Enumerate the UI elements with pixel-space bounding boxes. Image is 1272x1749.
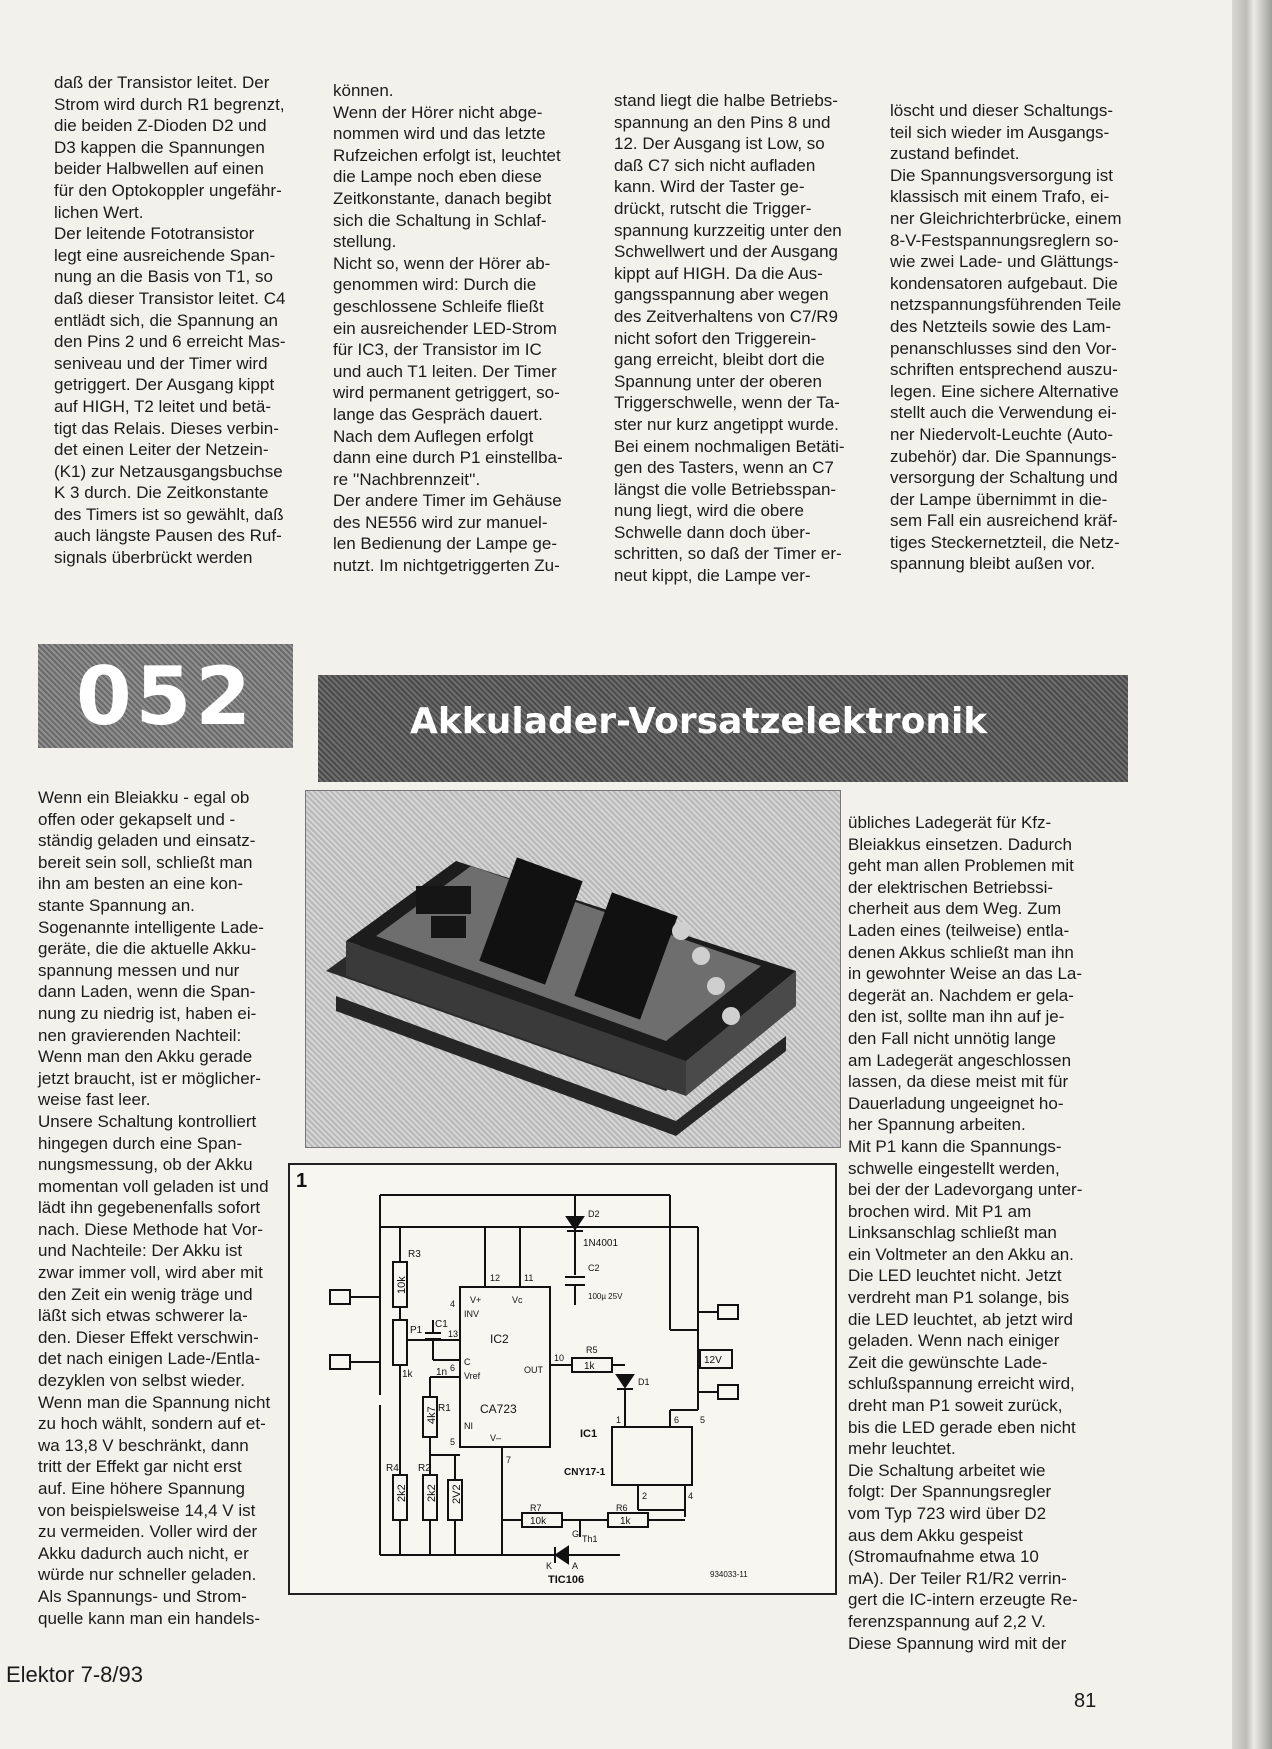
text-line: spannung bleibt außen vor. [890, 554, 1096, 574]
text-line: der elektrischen Betriebssi- [848, 877, 1054, 897]
r7-name: R7 [530, 1503, 542, 1513]
text-line: denen Akkus schließt man ihn [848, 942, 1074, 962]
text-column-top-3 [614, 90, 866, 587]
text-line: läßt sich etwas schwerer la- [38, 1306, 248, 1326]
ic2-type: CA723 [480, 1402, 517, 1416]
d2-name: D2 [588, 1209, 600, 1219]
text-line: Schwellwert und der Ausgang [614, 242, 838, 262]
text-line: auf. Eine höhere Spannung [38, 1479, 246, 1498]
text-line: brochen wird. Mit P1 am [848, 1201, 1032, 1221]
text-line: daß der Transistor leitet. Der [54, 73, 270, 92]
text-line: des Zeitverhaltens von C7/R9 [614, 306, 838, 326]
ic1-type: CNY17-1 [564, 1467, 606, 1478]
text-line: geschlossene Schleife fließt [333, 296, 544, 316]
r6-value: 1k [620, 1516, 631, 1527]
text-line: beider Halbwellen auf einen [54, 159, 264, 179]
section-number-box [38, 644, 293, 748]
text-line: Rufzeichen erfolgt ist, leuchtet [333, 145, 561, 165]
text-line: die LED leuchtet, ab jetzt wird [848, 1309, 1073, 1329]
th1-type: TIC106 [548, 1574, 585, 1586]
ic2-pin-c: C [464, 1357, 471, 1367]
text-line: det einen Leiter der Netzein- [54, 440, 269, 460]
text-line: lassen, da diese meist mit für [848, 1072, 1069, 1092]
text-line: Nicht so, wenn der Hörer ab- [333, 253, 551, 273]
text-line: zu hoch wählt, sondern auf et- [38, 1414, 266, 1434]
text-line: Wenn man den Akku gerade [38, 1047, 253, 1067]
text-line: Laden eines (teilweise) entla- [848, 920, 1070, 940]
text-line: Unsere Schaltung kontrolliert [38, 1111, 257, 1131]
section-title-banner [318, 675, 1128, 782]
text-line: wa 13,8 V beschränkt, dann [38, 1435, 249, 1455]
r7-value: 10k [530, 1516, 547, 1527]
text-line: Diese Spannung wird mit der [848, 1633, 1067, 1653]
text-line: Die Schaltung arbeitet wie [848, 1460, 1046, 1480]
text-line: ferenzspannung auf 2,2 V. [848, 1611, 1046, 1631]
text-line: dreht man P1 soweit zurück, [848, 1396, 1063, 1416]
text-line: daß dieser Transistor leitet. C4 [54, 288, 286, 308]
text-line: verdreht man P1 solange, bis [848, 1288, 1070, 1308]
text-line: jetzt braucht, ist er möglicher- [38, 1068, 261, 1088]
text-line: nungsmessung, ob der Akku [38, 1155, 253, 1175]
ic1-pin-1: 1 [616, 1415, 622, 1425]
text-line: netzspannungsführenden Teile [890, 295, 1122, 315]
text-line: mehr leuchtet. [848, 1439, 956, 1459]
text-line: ner Niedervolt-Leuchte (Auto- [890, 424, 1114, 444]
text-line: (K1) zur Netzausgangsbuchse [54, 461, 283, 481]
text-line: stante Spannung an. [38, 895, 195, 915]
r3-value: 10k [396, 1276, 408, 1294]
text-line: Wenn ein Bleiakku - egal ob [38, 788, 250, 807]
text-line: ner Gleichrichterbrücke, einem [890, 208, 1122, 228]
text-line: re ''Nachbrennzeit''. [333, 469, 481, 489]
text-line: würde nur schneller geladen. [38, 1565, 257, 1585]
text-line: geräte, die die aktuelle Akku- [38, 939, 257, 959]
text-line: Schwelle dann doch über- [614, 522, 811, 542]
r1-name: R1 [438, 1403, 451, 1414]
text-line: den ist, sollte man ihn auf je- [848, 1007, 1065, 1027]
ic2-pin-vref: Vref [464, 1371, 481, 1381]
text-line: quelle kann man ein handels- [38, 1608, 261, 1628]
text-line: gangsspannung aber wegen [614, 285, 829, 305]
text-line: bereit sein soll, schließt man [38, 852, 253, 872]
battery-label: 12V [704, 1355, 722, 1366]
text-line: det nach einigen Lade-/Entla- [38, 1349, 261, 1369]
r3-name: R3 [408, 1249, 421, 1260]
r1-value: 4k7 [426, 1406, 438, 1424]
text-line: genommen wird: Durch die [333, 275, 537, 295]
text-line: 8-V-Festspannungsreglern so- [890, 230, 1119, 250]
c2-value: 100µ 25V [588, 1292, 623, 1301]
text-line: kann. Wird der Taster ge- [614, 177, 805, 197]
text-column-bottom-1 [38, 787, 290, 1629]
text-line: Wenn der Hörer nicht abge- [333, 102, 543, 122]
text-line: geladen. Wenn nach einiger [848, 1331, 1060, 1351]
ic1-pin-2: 2 [642, 1491, 648, 1501]
text-line: nutzt. Im nichtgetriggerten Zu- [333, 556, 560, 576]
journal-footer: Elektor 7-8/93 [6, 1662, 143, 1687]
text-column-bottom-2 [848, 812, 1112, 1654]
text-line: kondensatoren aufgebaut. Die [890, 273, 1118, 293]
c2-name: C2 [588, 1263, 600, 1273]
text-line: den. Dieser Effekt verschwin- [38, 1327, 259, 1347]
ic2-pin-out: OUT [524, 1365, 543, 1375]
text-line: des NE556 wird zur manuel- [333, 512, 548, 532]
ic1-name: IC1 [580, 1428, 598, 1440]
section-number: 052 [76, 649, 255, 743]
text-line: signals überbrückt werden [54, 548, 253, 568]
ic2-pin-10: 10 [554, 1353, 565, 1363]
text-line: können. [333, 81, 394, 100]
text-line: Der andere Timer im Gehäuse [333, 491, 562, 511]
text-line: und auch T1 leiten. Der Timer [333, 361, 557, 381]
text-line: bei der der Ladevorgang unter- [848, 1180, 1083, 1200]
text-line: Als Spannungs- und Strom- [38, 1586, 247, 1606]
text-line: zu vermeiden. Voller wird der [38, 1522, 258, 1542]
text-line: gen des Tasters, wenn an C7 [614, 458, 834, 478]
d3-value: 2V2 [451, 1484, 463, 1504]
text-line: übliches Ladegerät für Kfz- [848, 813, 1052, 832]
device-photo [305, 790, 841, 1148]
p1-name: P1 [410, 1325, 423, 1336]
text-line: lädt ihn gegebenenfalls sofort [38, 1198, 261, 1218]
text-line: löscht und dieser Schaltungs- [890, 101, 1114, 120]
text-line: des Timers ist so gewählt, daß [54, 504, 284, 524]
text-line: geht man allen Problemen mit [848, 856, 1074, 876]
text-line: nen gravierenden Nachteil: [38, 1025, 242, 1045]
text-line: ein Voltmeter an den Akku an. [848, 1244, 1074, 1264]
c1-name: C1 [435, 1319, 448, 1330]
text-line: Bei einem nochmaligen Betäti- [614, 436, 845, 456]
text-line: Die LED leuchtet nicht. Jetzt [848, 1266, 1062, 1286]
ic2-pin-5: 5 [450, 1437, 456, 1447]
ic1-pin-4: 4 [688, 1491, 694, 1501]
text-line: Mit P1 kann die Spannungs- [848, 1136, 1062, 1156]
text-line: dann eine durch P1 einstellba- [333, 448, 563, 468]
text-line: für den Optokoppler ungefähr- [54, 180, 282, 200]
text-line: klassisch mit einem Trafo, ei- [890, 187, 1110, 207]
ic2-pin-ni: NI [464, 1421, 473, 1431]
text-line: tritt der Effekt gar nicht erst [38, 1457, 242, 1477]
text-line: den Zeit ein wenig träge und [38, 1284, 253, 1304]
text-column-top-4 [890, 100, 1148, 575]
text-line: kippt auf HIGH. Da die Aus- [614, 263, 823, 283]
text-line: zwar immer voll, wird aber mit [38, 1263, 263, 1283]
text-line: den Pins 2 und 6 erreicht Mas- [54, 332, 286, 352]
ic1-pin-5: 5 [700, 1415, 706, 1425]
text-line: aus dem Akku gespeist [848, 1525, 1023, 1545]
page-edge [1232, 0, 1272, 1749]
text-line: legt eine ausreichende Span- [54, 245, 276, 265]
text-line: schriften entsprechend auszu- [890, 360, 1118, 380]
text-line: ihn am besten an eine kon- [38, 874, 244, 894]
text-line: dann Laden, wenn die Span- [38, 982, 256, 1002]
text-line: ein ausreichender LED-Strom [333, 318, 557, 338]
d2-value: 1N4001 [583, 1238, 619, 1249]
text-line: nach. Diese Methode hat Vor- [38, 1219, 263, 1239]
r2-name: R2 [418, 1463, 431, 1474]
text-line: Strom wird durch R1 begrenzt, [54, 94, 285, 114]
th1-a: A [572, 1561, 579, 1571]
ic2-pin-7: 7 [506, 1455, 512, 1465]
r5-name: R5 [586, 1345, 598, 1355]
ic1-pin-6: 6 [674, 1415, 680, 1425]
text-line: neut kippt, die Lampe ver- [614, 566, 811, 586]
r6-name: R6 [616, 1503, 628, 1513]
text-line: Bleiakkus einsetzen. Dadurch [848, 834, 1072, 854]
text-line: vom Typ 723 wird über D2 [848, 1504, 1047, 1523]
text-line: Akku dadurch auch nicht, er [38, 1543, 249, 1563]
text-line: mA). Der Teiler R1/R2 verrin- [848, 1568, 1067, 1588]
text-line: nicht sofort den Triggerein- [614, 328, 817, 348]
ic2-pin-vminus: V– [490, 1433, 502, 1443]
text-line: und Nachteile: Der Akku ist [38, 1241, 243, 1261]
text-line: stand liegt die halbe Betriebs- [614, 91, 838, 110]
ic2-pin-inv: INV [464, 1309, 480, 1319]
text-line: Zeitkonstante, danach begibt [333, 188, 552, 208]
text-line: nung an die Basis von T1, so [54, 267, 273, 287]
ic2-pin-4: 4 [450, 1299, 456, 1309]
text-line: Die Spannungsversorgung ist [890, 165, 1114, 185]
text-line: stellt auch die Verwendung ei- [890, 403, 1117, 423]
text-line: getriggert. Der Ausgang kippt [54, 375, 275, 395]
text-line: legen. Eine sichere Alternative [890, 381, 1119, 401]
text-line: entlädt sich, die Spannung an [54, 310, 279, 330]
r4-name: R4 [386, 1463, 399, 1474]
r2-value: 2k2 [426, 1484, 438, 1502]
text-line: bis die LED gerade eben nicht [848, 1417, 1076, 1437]
text-line: in gewohnter Weise an das La- [848, 964, 1083, 984]
ic2-pin-11: 11 [524, 1273, 534, 1283]
text-column-top-2 [333, 80, 581, 577]
text-line: sich die Schaltung in Schlaf- [333, 210, 547, 230]
text-line: daß C7 sich nicht aufladen [614, 155, 816, 175]
text-line: tigt das Relais. Dieses verbin- [54, 418, 279, 438]
text-line: Triggerschwelle, wenn der Ta- [614, 393, 840, 413]
text-line: schritten, so daß der Timer er- [614, 544, 842, 564]
text-line: die beiden Z-Dioden D2 und [54, 116, 267, 136]
text-line: Sogenannte intelligente Lade- [38, 917, 264, 937]
text-line: penanschlusses sind den Vor- [890, 338, 1117, 358]
page-number: 81 [1074, 1690, 1097, 1712]
text-line: folgt: Der Spannungsregler [848, 1482, 1052, 1502]
charger-photo-illustration [306, 791, 840, 1147]
text-line: nommen wird und das letzte [333, 124, 546, 144]
text-line: wie zwei Lade- und Glättungs- [890, 252, 1119, 272]
text-line: gang erreicht, bleibt dort die [614, 350, 825, 370]
text-line: weise fast leer. [38, 1090, 151, 1110]
circuit-diagram [288, 1163, 837, 1595]
text-line: nung liegt, wird die obere [614, 501, 804, 521]
figure-number: 1 [296, 1170, 308, 1192]
text-line: seniveau und der Timer wird [54, 353, 268, 373]
text-line: am Ladegerät angeschlossen [848, 1050, 1072, 1070]
text-line: K 3 durch. Die Zeitkonstante [54, 483, 269, 503]
text-line: offen oder gekapselt und - [38, 809, 236, 829]
text-line: die Lampe noch eben diese [333, 167, 542, 187]
text-line: Spannung unter der oberen [614, 371, 822, 391]
text-line: zustand befindet. [890, 144, 1020, 164]
ic2-pin-vplus: V+ [470, 1295, 482, 1305]
text-line: von beispielsweise 14,4 V ist [38, 1500, 256, 1520]
text-line: lange das Gespräch dauert. [333, 404, 543, 424]
ic2-pin-vc: Vc [512, 1295, 523, 1305]
text-line: hingegen durch eine Span- [38, 1133, 243, 1153]
text-line: cherheit aus dem Weg. Zum [848, 899, 1062, 919]
th1-name: Th1 [582, 1534, 598, 1544]
text-line: der Lampe übernimmt in die- [890, 489, 1108, 509]
ic2-pin-13: 13 [448, 1329, 459, 1339]
th1-gate: G [572, 1529, 580, 1539]
text-line: stellung. [333, 232, 397, 252]
text-line: spannung an den Pins 8 und [614, 112, 831, 132]
schematic-code: 934033-11 [710, 1570, 748, 1579]
text-line: auf HIGH, T2 leitet und betä- [54, 396, 272, 416]
text-line: teil sich wieder im Ausgangs- [890, 122, 1110, 142]
text-line: momentan voll geladen ist und [38, 1176, 269, 1196]
ic2-pin-6: 6 [450, 1363, 456, 1373]
ic2-name: IC2 [490, 1332, 509, 1346]
text-column-top-1 [54, 72, 306, 569]
schematic-drawing [290, 1165, 835, 1593]
text-line: her Spannung arbeiten. [848, 1115, 1026, 1135]
th1-k: K [546, 1561, 553, 1571]
text-line: spannung messen und nur [38, 960, 240, 980]
text-line: schlußspannung erreicht wird, [848, 1374, 1075, 1394]
text-line: Der leitende Fototransistor [54, 224, 255, 244]
text-line: Zeit die gewünschte Lade- [848, 1352, 1048, 1372]
text-line: auch längste Pausen des Ruf- [54, 526, 282, 546]
text-line: Nach dem Auflegen erfolgt [333, 426, 534, 446]
text-line: den Fall nicht unnötig lange [848, 1028, 1056, 1048]
p1-value: 1k [402, 1369, 413, 1380]
text-line: des Netzteils sowie des Lam- [890, 316, 1112, 336]
text-line: len Bedienung der Lampe ge- [333, 534, 557, 554]
text-line: 12. Der Ausgang ist Low, so [614, 134, 825, 154]
text-line: dezyklen von selbst wieder. [38, 1371, 245, 1391]
text-line: versorgung der Schaltung und [890, 468, 1118, 488]
text-line: sem Fall ein ausreichend kräf- [890, 511, 1118, 531]
text-line: lichen Wert. [54, 202, 144, 222]
text-line: tiges Steckernetzteil, die Netz- [890, 532, 1120, 552]
text-line: zubehör) dar. Die Spannungs- [890, 446, 1117, 466]
text-line: Linksanschlag schließt man [848, 1223, 1057, 1243]
c1-value: 1n [436, 1367, 448, 1378]
text-line: Dauerladung ungeeignet ho- [848, 1093, 1064, 1113]
text-line: nung zu niedrig ist, haben ei- [38, 1003, 257, 1023]
r5-value: 1k [584, 1361, 595, 1372]
text-line: wird permanent getriggert, so- [333, 383, 560, 403]
d1-name: D1 [638, 1377, 650, 1387]
text-line: (Stromaufnahme etwa 10 [848, 1547, 1039, 1567]
text-line: für IC3, der Transistor im IC [333, 340, 542, 360]
text-line: ster nur kurz angetippt wurde. [614, 414, 839, 434]
ic2-pin-12: 12 [490, 1273, 501, 1283]
text-line: degerät an. Nachdem er gela- [848, 985, 1074, 1005]
text-line: gert die IC-intern erzeugte Re- [848, 1590, 1078, 1610]
text-line: Wenn man die Spannung nicht [38, 1392, 271, 1412]
text-line: längst die volle Betriebsspan- [614, 479, 837, 499]
text-line: drückt, rutscht die Trigger- [614, 198, 812, 218]
text-line: spannung kurzzeitig unter den [614, 220, 842, 240]
r4-value: 2k2 [396, 1484, 408, 1502]
text-line: schwelle eingestellt werden, [848, 1158, 1060, 1178]
text-line: D3 kappen die Spannungen [54, 137, 265, 157]
section-title: Akkulader-Vorsatzelektronik [410, 701, 988, 742]
text-line: ständig geladen und einsatz- [38, 831, 256, 851]
